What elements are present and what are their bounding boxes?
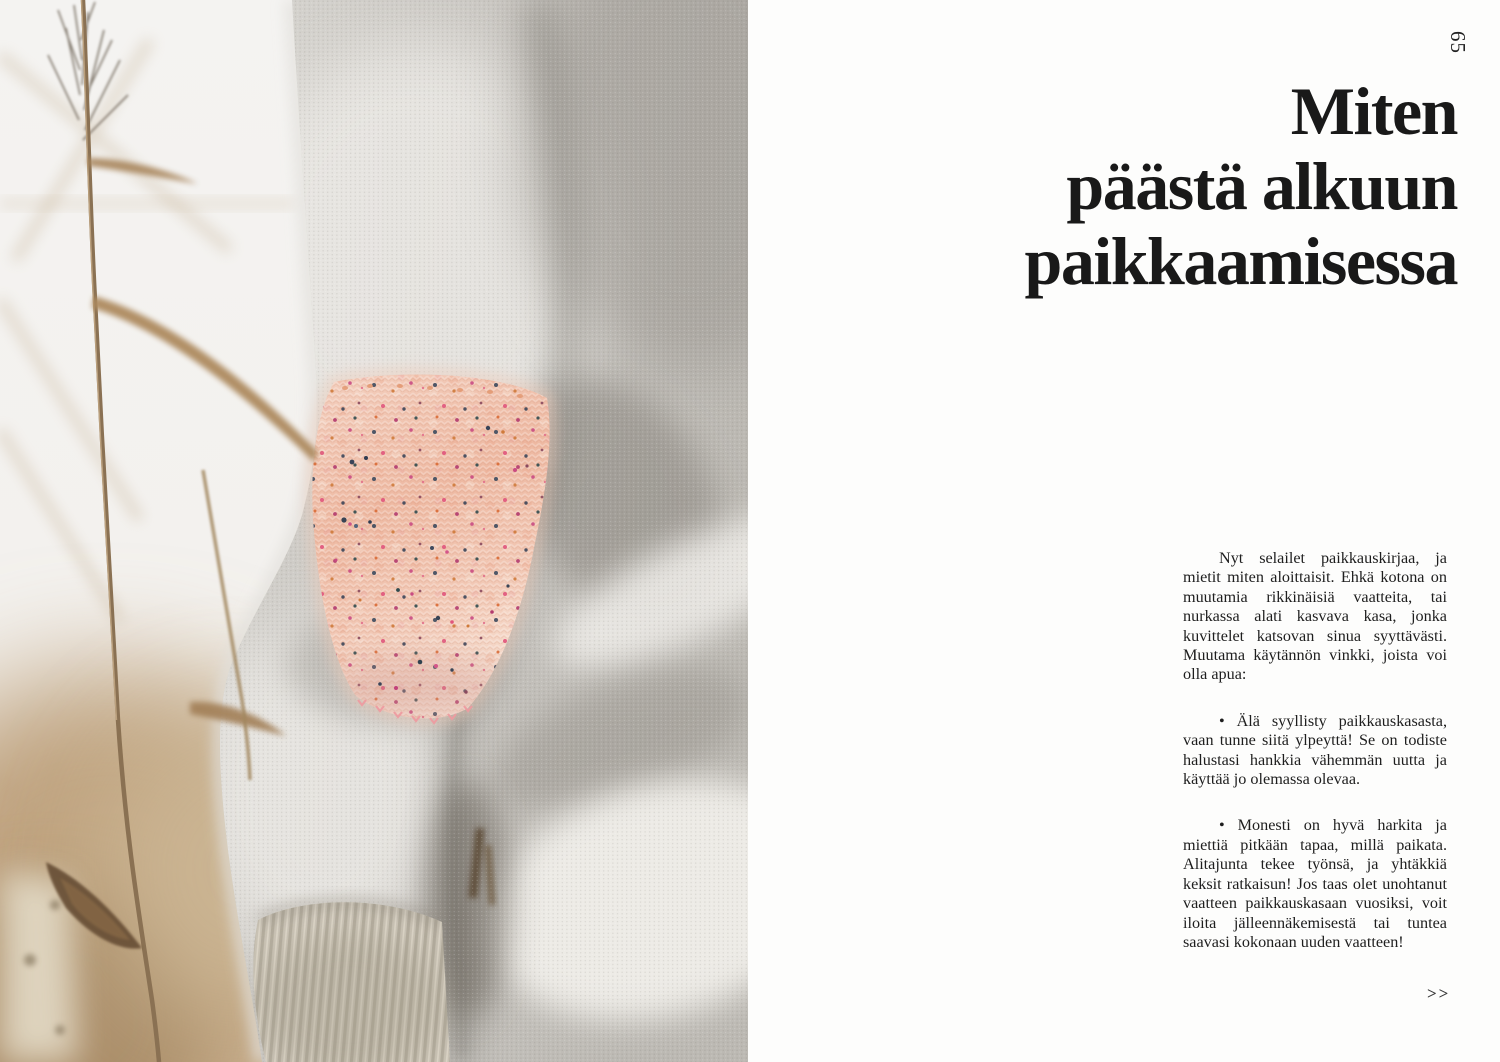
sweater-cuff-ribbing — [253, 902, 450, 1062]
knitwear-photo — [0, 0, 748, 1062]
background-horizon-line — [0, 200, 295, 207]
body-text-column — [1183, 549, 1447, 979]
paragraph-bullet-2: • Monesti on hyvä harkita ja miettiä pitkään tapaa, millä paikata. Alitajunta tekee työnsä, ja yhtäkkiä keksit ratkaisun! Jos taas olet unohtanut vaatteen paikkauskasaan vuosiksi, voit iloita jälleennäkemisestä tai tuntea saavasi kokonaan uuden vaatteen! — [1183, 816, 1447, 951]
page-number: 65 — [1446, 31, 1470, 54]
chapter-title-line: Miten — [1290, 73, 1457, 149]
chapter-title-line: päästä alkuun — [1066, 148, 1457, 224]
chapter-title-line: paikkaamisessa — [1024, 223, 1457, 299]
paragraph-bullet-1: • Älä syyllisty paikkauskasasta, vaan tunne siitä ylpeyttä! Se on todiste halustasi hankkia vähemmän uutta ja käyttää jo olemassa olevaa. — [1183, 711, 1447, 789]
text-right-page — [748, 0, 1500, 1062]
photo-left-page — [0, 0, 748, 1062]
chapter-title — [1025, 74, 1457, 299]
page-continuation-mark: >> — [1427, 984, 1451, 1003]
paragraph-intro: Nyt selailet paikkauskirjaa, ja mietit miten aloittaisit. Ehkä kotona on muutamia rikkinäisiä vaatteita, tai nurkassa alati kasvava kasa, jonka kuvittelet katsovan sinua syyttävästi. Muutama käytännön vinkki, joista voi olla apua: — [1183, 549, 1447, 684]
